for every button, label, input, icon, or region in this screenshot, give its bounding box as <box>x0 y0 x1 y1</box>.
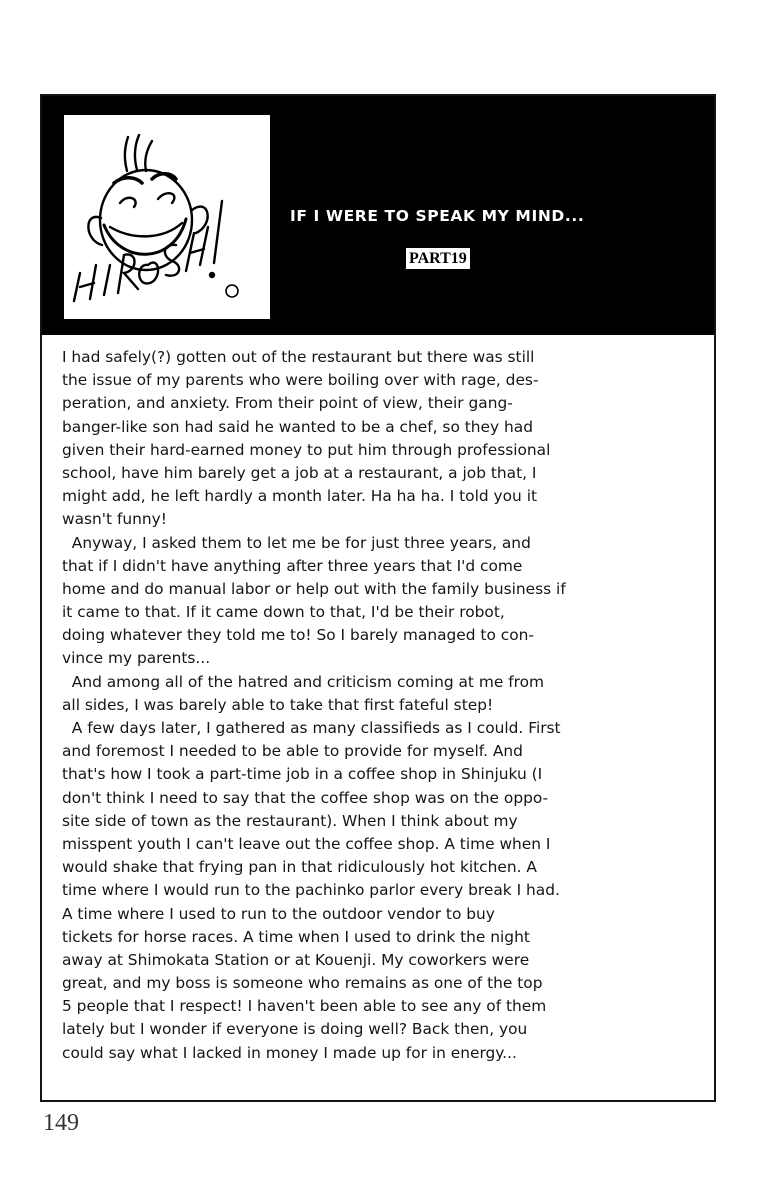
text-line: peration, and anxiety. From their point of view, their gang- <box>62 394 513 413</box>
text-line: could say what I lacked in money I made up for in energy... <box>62 1043 517 1062</box>
hiroshi-face-icon <box>64 115 270 319</box>
column-body <box>62 346 708 1065</box>
text-line: would shake that frying pan in that ridiculously hot kitchen. A <box>62 858 537 877</box>
text-line: And among all of the hatred and criticism coming at me from <box>62 672 545 691</box>
text-line: site side of town as the restaurant). When I think about my <box>62 811 518 830</box>
text-line: tickets for horse races. A time when I used to drink the night <box>62 927 530 946</box>
text-line: great, and my boss is someone who remains as one of the top <box>62 974 543 993</box>
text-line: Anyway, I asked them to let me be for just three years, and <box>62 533 531 552</box>
text-line: time where I would run to the pachinko parlor every break I had. <box>62 881 560 900</box>
text-line: given their hard-earned money to put him through professional <box>62 440 551 459</box>
text-line: all sides, I was barely able to take that first fateful step! <box>62 695 494 714</box>
text-line: A time where I used to run to the outdoor vendor to buy <box>62 904 495 923</box>
text-line: doing whatever they told me to! So I barely managed to con- <box>62 626 534 645</box>
text-line: I had safely(?) gotten out of the restaurant but there was still <box>62 348 535 366</box>
text-line: vince my parents... <box>62 649 211 668</box>
text-line: away at Shimokata Station or at Kouenji. My coworkers were <box>62 950 530 969</box>
text-line: school, have him barely get a job at a restaurant, a job that, I <box>62 463 537 482</box>
text-line: lately but I wonder if everyone is doing well? Back then, you <box>62 1020 528 1039</box>
text-line: banger-like son had said he wanted to be a chef, so they had <box>62 417 533 436</box>
text-line: don't think I need to say that the coffee shop was on the oppo- <box>62 788 549 807</box>
column-header <box>42 96 714 335</box>
text-line: it came to that. If it came down to that, I'd be their robot, <box>62 603 505 622</box>
text-line: A few days later, I gathered as many classifieds as I could. First <box>62 719 561 737</box>
text-line: 5 people that I respect! I haven't been able to see any of them <box>62 997 547 1016</box>
text-line: that if I didn't have anything after three years that I'd come <box>62 556 523 575</box>
text-line: the issue of my parents who were boiling over with rage, des- <box>62 371 539 390</box>
page-number: 149 <box>43 1110 79 1136</box>
text-line: that's how I took a part-time job in a coffee shop in Shinjuku (I <box>62 765 543 784</box>
text-line: misspent youth I can't leave out the coffee shop. A time when I <box>62 834 551 853</box>
author-portrait <box>64 115 270 319</box>
text-line: home and do manual labor or help out with the family business if <box>62 579 566 598</box>
text-line: might add, he left hardly a month later. Ha ha ha. I told you it <box>62 487 538 506</box>
text-line: wasn't funny! <box>62 510 167 529</box>
part-label: PART19 <box>406 248 470 269</box>
text-line: and foremost I needed to be able to provide for myself. And <box>62 742 523 761</box>
column-box <box>40 94 716 1102</box>
series-title: IF I WERE TO SPEAK MY MIND... <box>290 207 585 225</box>
